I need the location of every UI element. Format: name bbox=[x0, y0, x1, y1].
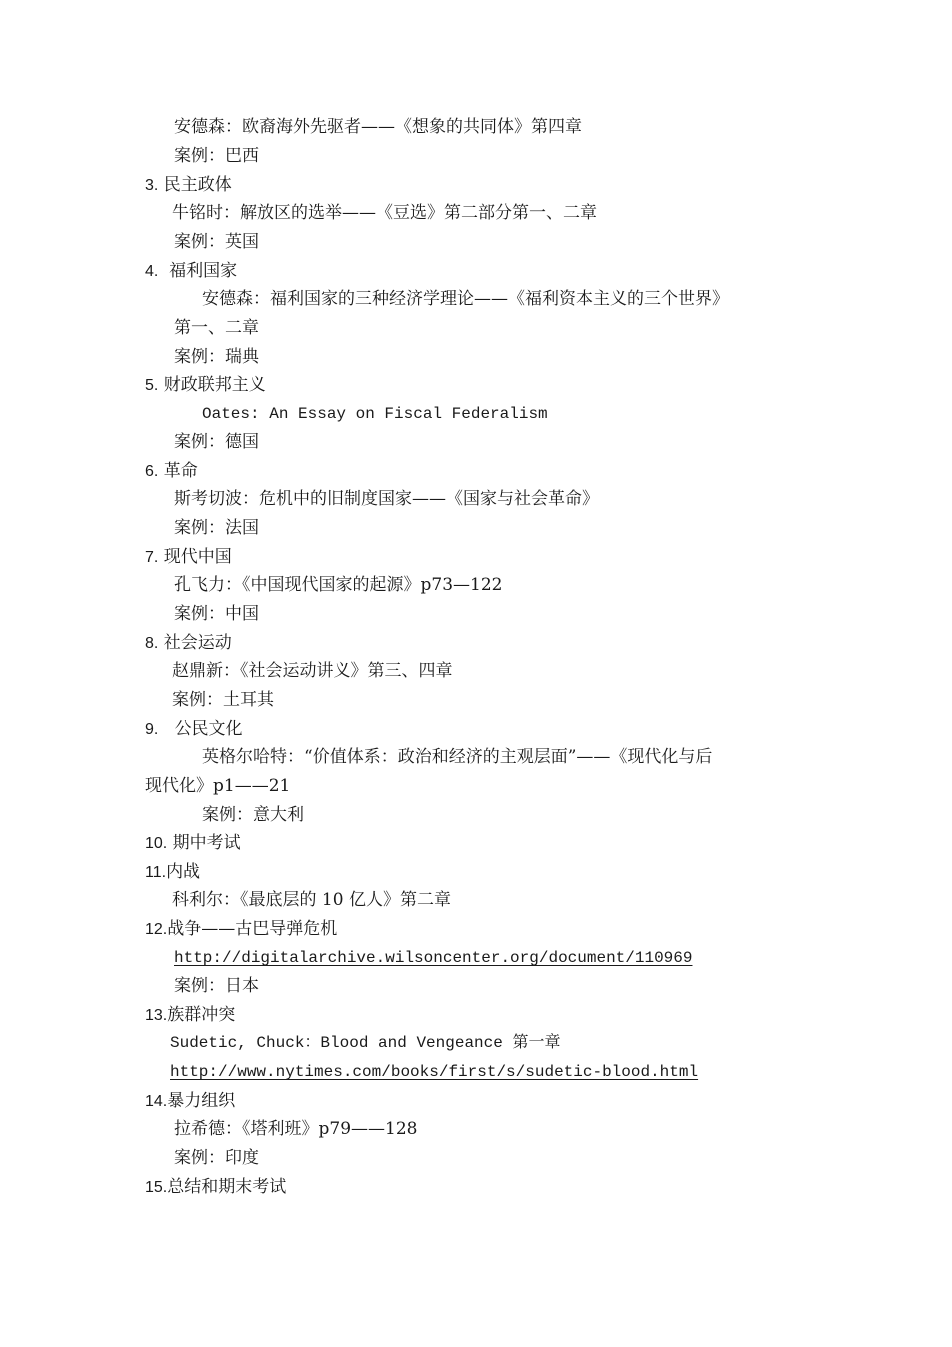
section-number: 12. bbox=[145, 921, 168, 938]
section-title: 期中考试 bbox=[172, 833, 241, 853]
section-8-heading bbox=[145, 632, 232, 655]
section-title: 财政联邦主义 bbox=[163, 375, 266, 395]
section-number: 4. bbox=[145, 263, 159, 280]
section-title: 战争——古巴导弹危机 bbox=[167, 919, 338, 939]
section-5-heading bbox=[145, 374, 266, 397]
case-brazil: 案例：巴西 bbox=[174, 146, 259, 166]
reading-inglehart-values: 英格尔哈特：“价值体系：政治和经济的主观层面”——《现代化与后 bbox=[202, 747, 713, 767]
section-number: 3. bbox=[145, 177, 159, 194]
section-title: 现代中国 bbox=[163, 547, 232, 567]
section-11-heading bbox=[145, 861, 200, 884]
section-13-heading bbox=[145, 1004, 235, 1027]
section-title: 公民文化 bbox=[174, 719, 243, 739]
section-number: 13. bbox=[145, 1007, 168, 1024]
case-uk: 案例：英国 bbox=[174, 232, 259, 252]
section-number: 14. bbox=[145, 1093, 168, 1110]
reading-welfare-chapters: 第一、二章 bbox=[174, 318, 259, 338]
reading-anderson-nationalism: 安德森：欧裔海外先驱者——《想象的共同体》第四章 bbox=[174, 117, 582, 137]
case-germany: 案例：德国 bbox=[174, 432, 259, 452]
section-title: 族群冲突 bbox=[167, 1005, 236, 1025]
link-wilson-archive[interactable]: http://digitalarchive.wilsoncenter.org/document/110969 bbox=[174, 949, 693, 967]
section-10-heading bbox=[145, 832, 241, 855]
case-france: 案例：法国 bbox=[174, 518, 259, 538]
section-6-heading bbox=[145, 460, 198, 483]
section-title: 福利国家 bbox=[169, 261, 238, 281]
reading-inglehart-pages: 现代化》p1——21 bbox=[145, 776, 291, 796]
section-title: 革命 bbox=[163, 461, 198, 481]
case-india: 案例：印度 bbox=[174, 1148, 259, 1168]
reading-kuhn-origins: 孔飞力：《中国现代国家的起源》p73—122 bbox=[174, 575, 503, 595]
section-3-heading bbox=[145, 174, 232, 197]
section-title: 社会运动 bbox=[163, 633, 232, 653]
section-12-heading bbox=[145, 918, 337, 941]
reading-skocpol-revolution: 斯考切波：危机中的旧制度国家——《国家与社会革命》 bbox=[174, 489, 599, 509]
section-number: 8. bbox=[145, 635, 159, 652]
case-japan: 案例：日本 bbox=[174, 976, 259, 996]
section-14-heading bbox=[145, 1090, 235, 1113]
reading-welfare-capitalism: 安德森：福利国家的三种经济学理论——《福利资本主义的三个世界》 bbox=[202, 289, 729, 309]
section-title: 暴力组织 bbox=[167, 1091, 236, 1111]
section-number: 6. bbox=[145, 463, 159, 480]
reading-rashid-taliban: 拉希德：《塔利班》p79——128 bbox=[174, 1119, 418, 1139]
case-turkey: 案例：土耳其 bbox=[172, 690, 274, 710]
reading-collier-bottom-billion: 科利尔：《最底层的 10 亿人》第二章 bbox=[172, 890, 451, 910]
section-7-heading bbox=[145, 546, 232, 569]
section-title: 总结和期末考试 bbox=[167, 1177, 287, 1197]
section-number: 10. bbox=[145, 835, 168, 852]
section-15-heading bbox=[145, 1176, 286, 1199]
reading-niu-election: 牛铭时：解放区的选举——《豆选》第二部分第一、二章 bbox=[172, 203, 597, 223]
case-sweden: 案例：瑞典 bbox=[174, 347, 259, 367]
section-title: 民主政体 bbox=[163, 175, 232, 195]
link-nytimes-wrap bbox=[170, 1061, 698, 1083]
section-number: 7. bbox=[145, 549, 159, 566]
section-number: 5. bbox=[145, 377, 159, 394]
link-wilson-archive-wrap bbox=[174, 947, 692, 969]
link-nytimes-sudetic[interactable]: http://www.nytimes.com/books/first/s/sudetic-blood.html bbox=[170, 1063, 699, 1081]
reading-sudetic-blood: Sudetic, Chuck：Blood and Vengeance 第一章 bbox=[170, 1034, 561, 1052]
section-9-heading bbox=[145, 718, 243, 741]
case-china: 案例：中国 bbox=[174, 604, 259, 624]
reading-zhao-social-movements: 赵鼎新：《社会运动讲义》第三、四章 bbox=[172, 661, 453, 681]
reading-oates-federalism: Oates: An Essay on Fiscal Federalism bbox=[202, 405, 548, 423]
section-4-heading bbox=[145, 260, 237, 283]
section-title: 内战 bbox=[166, 862, 201, 882]
case-italy: 案例：意大利 bbox=[202, 805, 304, 825]
section-number: 11. bbox=[145, 864, 167, 881]
section-number: 15. bbox=[145, 1179, 168, 1196]
section-number: 9. bbox=[145, 721, 159, 738]
